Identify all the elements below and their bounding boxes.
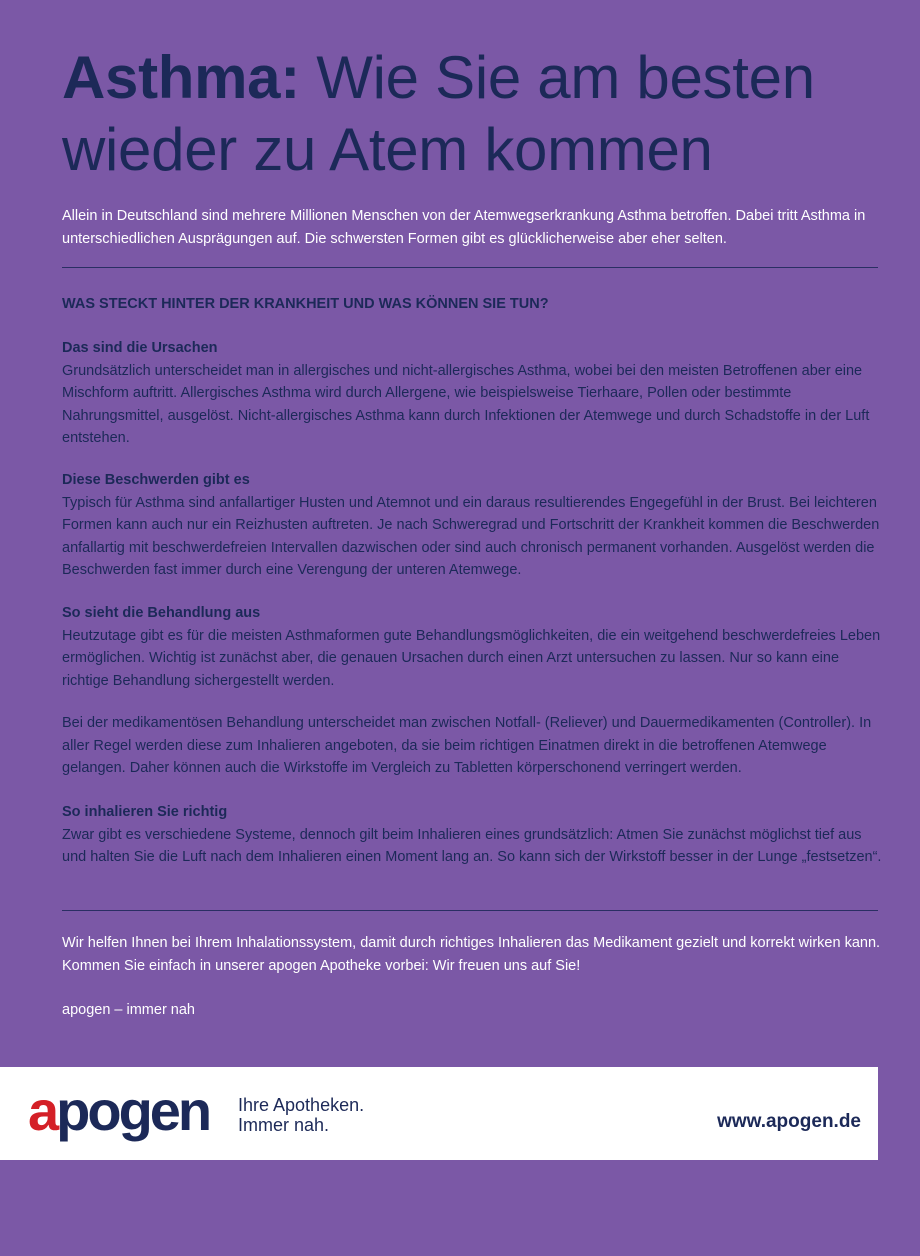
logo-rest: pogen	[56, 1079, 210, 1142]
section-symptoms	[62, 469, 884, 582]
section-medication	[62, 712, 884, 780]
section-inhalation	[62, 801, 884, 869]
slogan-line-2: Immer nah.	[238, 1115, 330, 1135]
tagline: apogen – immer nah	[62, 1002, 195, 1018]
section-text: Heutzutage gibt es für die meisten Asthmaformen gute Behandlungsmöglichkeiten, die ein weitgehend beschwerdefreies Leben ermöglichen. Wichtig ist zunächst aber, die genauen Ursachen durch einen Arzt untersuchen zu lassen. Nur so kann eine richtige Behandlung sichergestellt werden.	[62, 627, 881, 689]
section-heading: Diese Beschwerden gibt es	[62, 472, 250, 488]
apogen-logo	[28, 1081, 209, 1141]
title-bold: Asthma:	[62, 44, 300, 111]
divider-top	[62, 267, 878, 268]
website-url: www.apogen.de	[717, 1111, 861, 1132]
section-causes	[62, 337, 884, 450]
intro-text: Allein in Deutschland sind mehrere Millionen Menschen von der Atemwegserkrankung Asthma betroffen. Dabei tritt Asthma in unterschiedlichen Ausprägungen auf. Die schwersten Formen gibt es glücklicherweise aber eher selten.	[62, 208, 866, 247]
logo-letter-a: a	[28, 1079, 57, 1142]
slogan-line-1: Ihre Apotheken.	[238, 1095, 365, 1115]
main-heading: WAS STECKT HINTER DER KRANKHEIT UND WAS KÖNNEN SIE TUN?	[62, 296, 549, 312]
closing-text: Wir helfen Ihnen bei Ihrem Inhalationssystem, damit durch richtiges Inhalieren das Medikament gezielt und korrekt wirken kann. Kommen Sie einfach in unserer apogen Apotheke vorbei: Wir freuen uns auf Sie!	[62, 935, 881, 974]
section-text: Grundsätzlich unterscheidet man in allergisches und nicht-allergisches Asthma, wobei bei den meisten Betroffenen aber eine Mischform auftritt. Allergisches Asthma wird durch Allergene, wie beispielsweise Tierhaare, Pollen oder bestimmte Nahrungsmittel, ausgelöst. Nicht-allergisches Asthma kann durch Infektionen der Atemwege und durch Schadstoffe in der Luft entstehen.	[62, 362, 870, 446]
section-text: Zwar gibt es verschiedene Systeme, dennoch gilt beim Inhalieren eines grundsätzlich: Atmen Sie zunächst möglichst tief aus und halten Sie die Luft nach dem Inhalieren einen Moment lang an. So kann sich der Wirkstoff besser in der Lunge „festsetzen“.	[62, 826, 882, 865]
section-heading: So inhalieren Sie richtig	[62, 804, 228, 820]
section-heading: So sieht die Behandlung aus	[62, 605, 261, 621]
footer-banner	[0, 1067, 878, 1160]
divider-bottom	[62, 910, 878, 911]
footer-slogan	[238, 1095, 364, 1135]
page-title	[62, 42, 902, 186]
section-heading: Das sind die Ursachen	[62, 340, 218, 356]
section-text: Typisch für Asthma sind anfallartiger Husten und Atemnot und ein daraus resultierendes Engegefühl in der Brust. Bei leichteren Formen kann auch nur ein Reizhusten auftreten. Je nach Schweregrad und Fortschritt der Krankheit kommen die Beschwerden anfallartig mit beschwerdefreien Intervallen dazwischen oder sind auch chronisch permanent vorhanden. Ausgelöst werden die Beschwerden fast immer durch eine Verengung der unteren Atemwege.	[62, 494, 880, 578]
section-text: Bei der medikamentösen Behandlung unterscheidet man zwischen Notfall- (Reliever) und Dauermedikamenten (Controller). In aller Regel werden diese zum Inhalieren angeboten, da sie beim richtigen Einatmen direkt in die betroffenen Atemwege gelangen. Daher können auch die Wirkstoffe im Vergleich zu Tabletten körperschonend verringert werden.	[62, 715, 872, 776]
title-rest: Wie Sie am besten wieder zu Atem kommen	[62, 44, 815, 183]
section-treatment	[62, 602, 884, 692]
